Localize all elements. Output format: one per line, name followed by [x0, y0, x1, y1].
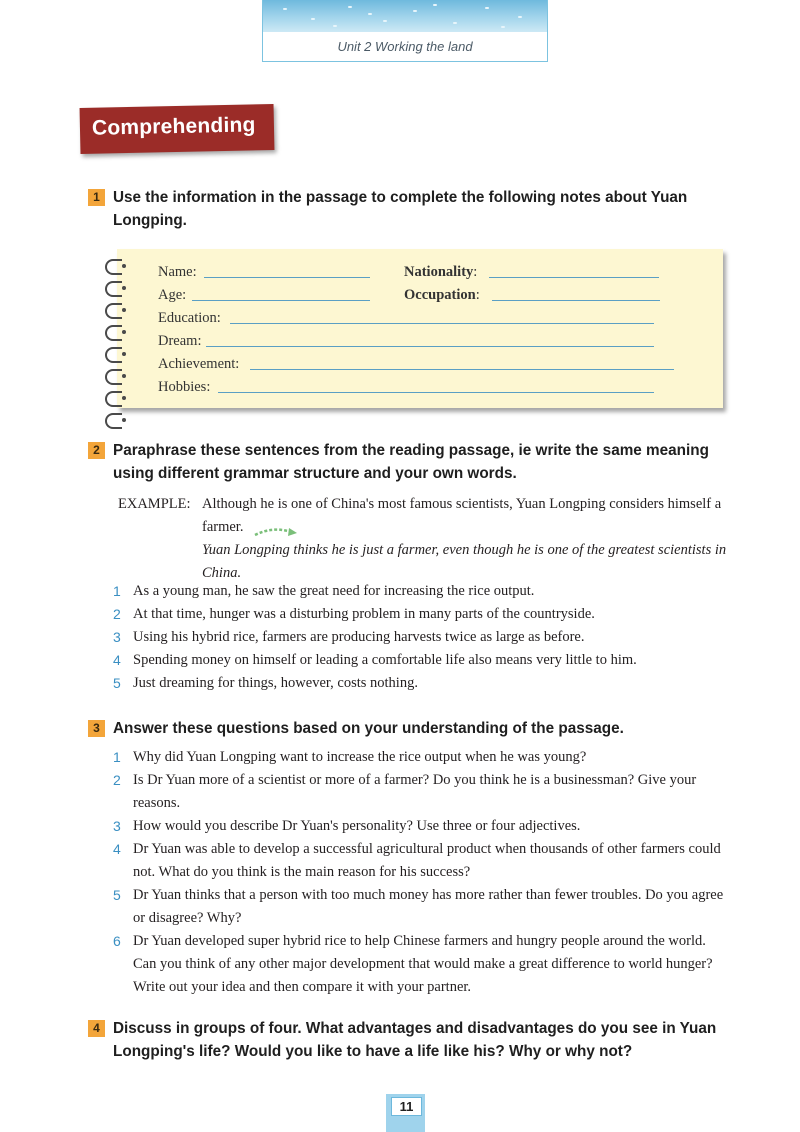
list-item: 3 How would you describe Dr Yuan's personality? Use three or four adjectives.	[113, 818, 581, 834]
note-hobbies	[158, 379, 210, 396]
occupation-blank-line[interactable]	[492, 300, 660, 301]
list-item: 6 Dr Yuan developed super hybrid rice to help Chinese farmers and hungry people around the world. Can you think of any other major development that would make a great difference to world hunger? Write out your idea and then compare it with your partner.	[113, 933, 713, 995]
list-item: 1 As a young man, he saw the great need for increasing the rice output.	[113, 583, 535, 599]
note-education	[158, 310, 221, 327]
note-hobbies-label: Hobbies:	[158, 379, 211, 395]
hobbies-blank-line[interactable]	[218, 392, 654, 393]
arrow-icon	[253, 523, 299, 533]
page-number-tab	[386, 1094, 425, 1132]
note-nationality: Nationality:	[404, 264, 477, 281]
example-label: EXAMPLE:	[118, 496, 191, 512]
name-blank-line[interactable]	[204, 277, 370, 278]
list-item: 2 At that time, hunger was a disturbing problem in many parts of the countryside.	[113, 606, 595, 622]
note-age	[158, 287, 186, 304]
task-number-badge: 1	[88, 189, 105, 206]
task-number-badge: 4	[88, 1020, 105, 1037]
note-achievement	[158, 356, 239, 373]
example-original: Although he is one of China's most famous scientists, Yuan Longping considers himself a farmer.	[202, 496, 722, 535]
task-3-heading	[88, 717, 738, 740]
task-3-text: Answer these questions based on your understanding of the passage.	[113, 720, 624, 737]
list-item: 1 Why did Yuan Longping want to increase the rice output when he was young?	[113, 749, 587, 765]
list-item: 3 Using his hybrid rice, farmers are producing harvests twice as large as before.	[113, 629, 585, 645]
example-paraphrase: Yuan Longping thinks he is just a farmer, even though he is one of the greatest scientists in China.	[202, 542, 727, 581]
section-title-badge	[80, 104, 275, 154]
task-1-text: Use the information in the passage to complete the following notes about Yuan Longping.	[113, 189, 688, 229]
note-occupation-label: Occupation	[404, 287, 476, 303]
note-name-label: Name:	[158, 264, 197, 280]
education-blank-line[interactable]	[230, 323, 654, 324]
nationality-blank-line[interactable]	[489, 277, 659, 278]
questions-list	[113, 746, 725, 999]
header-banner-image	[263, 0, 547, 32]
note-age-label: Age:	[158, 287, 187, 303]
paraphrase-list	[113, 580, 725, 695]
page-number: 11	[391, 1097, 422, 1116]
task-2-text: Paraphrase these sentences from the reading passage, ie write the same meaning using different grammar structure and your own words.	[113, 442, 709, 482]
task-4-heading	[88, 1017, 738, 1063]
task-2-heading	[88, 439, 738, 485]
unit-header-tab	[262, 0, 548, 62]
list-item: 5 Dr Yuan thinks that a person with too much money has more rather than fewer troubles. Do you agree or disagree? Why?	[113, 887, 724, 926]
task-4-text: Discuss in groups of four. What advantages and disadvantages do you see in Yuan Longping's life? Would you like to have a life like his? Why or why not?	[113, 1020, 717, 1060]
task-number-badge: 3	[88, 720, 105, 737]
note-dream-label: Dream:	[158, 333, 202, 349]
list-item: 4 Spending money on himself or leading a comfortable life also means very little to him.	[113, 652, 637, 668]
dream-blank-line[interactable]	[206, 346, 654, 347]
unit-title: Unit 2 Working the land	[337, 39, 473, 54]
note-nationality-label: Nationality	[404, 264, 474, 280]
note-dream	[158, 333, 201, 350]
note-achievement-label: Achievement:	[158, 356, 240, 372]
list-item: 5 Just dreaming for things, however, costs nothing.	[113, 675, 418, 691]
age-blank-line[interactable]	[192, 300, 370, 301]
note-education-label: Education:	[158, 310, 221, 326]
task-number-badge: 2	[88, 442, 105, 459]
list-item: 2 Is Dr Yuan more of a scientist or more of a farmer? Do you think he is a businessman? Give your reasons.	[113, 772, 697, 811]
note-occupation: Occupation:	[404, 287, 480, 304]
task-1-heading	[88, 186, 738, 232]
spiral-binding-icon	[105, 259, 127, 435]
note-name	[158, 264, 197, 281]
section-title: Comprehending	[91, 113, 256, 140]
notes-card	[117, 249, 723, 408]
achievement-blank-line[interactable]	[250, 369, 674, 370]
list-item: 4 Dr Yuan was able to develop a successful agricultural product when thousands of other farmers could not. What do you think is the main reason for his success?	[113, 841, 721, 880]
example-block	[118, 493, 728, 585]
